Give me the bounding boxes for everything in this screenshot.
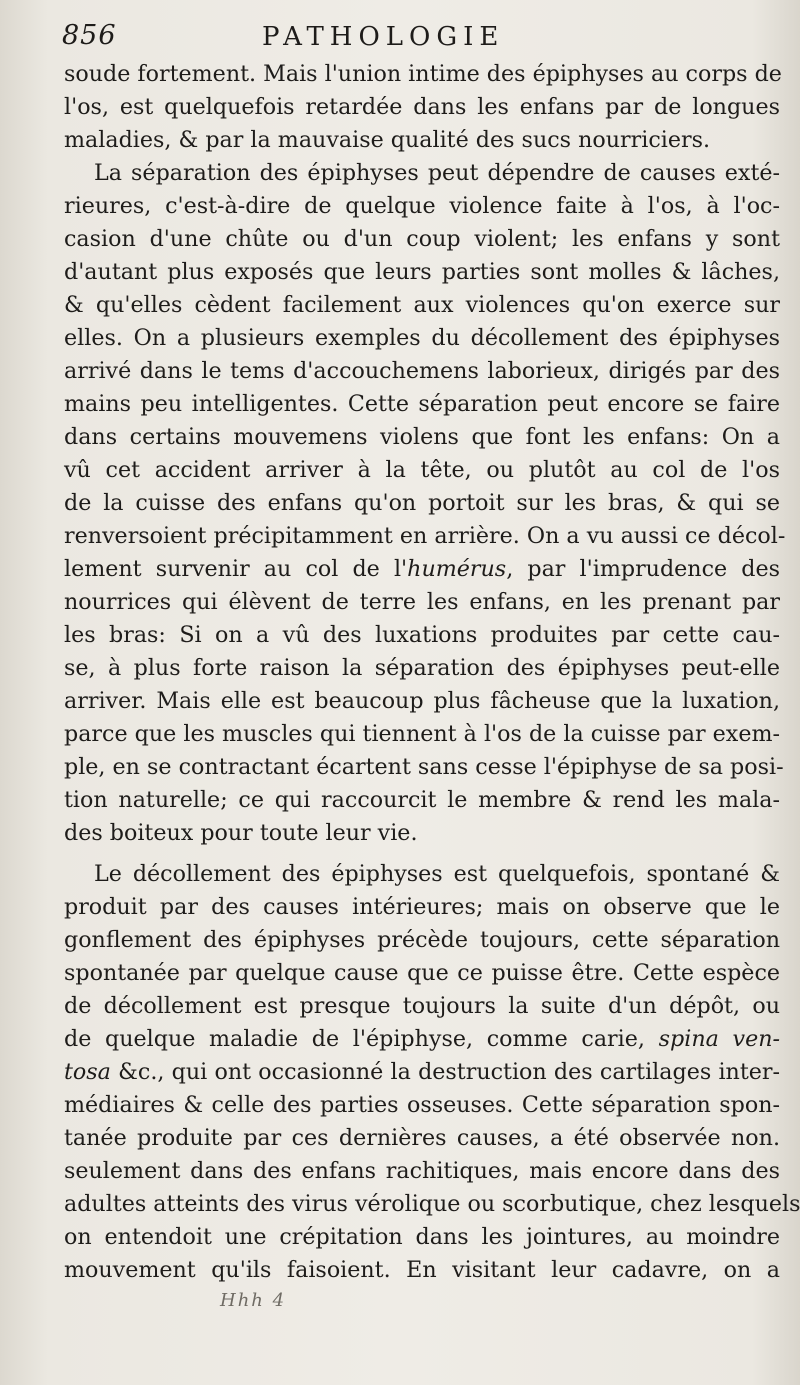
text-line: vû cet accident arriver à la tête, ou plutôt au col de l'os: [64, 457, 780, 483]
text-line: maladies, & par la mauvaise qualité des sucs nourriciers.: [64, 127, 711, 153]
text-line: on entendoit une crépitation dans les jointures, au moindre: [64, 1224, 780, 1250]
text-fragment: , par l'imprudence des: [506, 556, 781, 582]
text-line: Le décollement des épiphyses est quelquefois, spontané &: [94, 861, 780, 887]
text-line: les bras: Si on a vû des luxations produites par cette cau-: [64, 622, 780, 648]
text-line: elles. On a plusieurs exemples du décollement des épiphyses: [64, 325, 780, 351]
italic-term-tosa: tosa: [64, 1059, 111, 1085]
text-line: mouvement qu'ils faisoient. En visitant leur cadavre, on a: [64, 1257, 780, 1283]
text-line: produit par des causes intérieures; mais on observe que le: [64, 894, 780, 920]
text-line: dans certains mouvemens violens que font les enfans: On a: [64, 424, 780, 450]
text-line-spina: [64, 1023, 780, 1056]
text-line: médiaires & celle des parties osseuses. Cette séparation spon-: [64, 1092, 780, 1118]
text-line: de décollement est presque toujours la suite d'un dépôt, ou: [64, 993, 780, 1019]
text-line: casion d'une chûte ou d'un coup violent; les enfans y sont: [64, 226, 780, 252]
text-line: ple, en se contractant écartent sans cesse l'épiphyse de sa posi-: [64, 754, 784, 780]
text-line: de la cuisse des enfans qu'on portoit sur les bras, & qui se: [64, 490, 780, 516]
text-line: & qu'elles cèdent facilement aux violences qu'on exerce sur: [64, 292, 780, 318]
text-line: La séparation des épiphyses peut dépendre de causes exté-: [94, 160, 780, 186]
text-line-humerus: [64, 553, 780, 586]
text-line: des boiteux pour toute leur vie.: [64, 820, 418, 846]
text-line: tion naturelle; ce qui raccourcit le membre & rend les mala-: [64, 787, 780, 813]
text-line-tosa: [64, 1056, 780, 1089]
text-line: l'os, est quelquefois retardée dans les enfans par de longues: [64, 94, 780, 120]
paragraph-2: [64, 157, 786, 850]
signature-mark: Hhh 4: [220, 1290, 287, 1311]
text-line: spontanée par quelque cause que ce puisse être. Cette espèce: [64, 960, 780, 986]
italic-term-spina: spina ven-: [658, 1026, 780, 1052]
text-line: se, à plus forte raison la séparation des épiphyses peut-elle: [64, 655, 780, 681]
paragraph-1: [64, 58, 780, 157]
page-number: 856: [62, 20, 117, 51]
text-line: mains peu intelligentes. Cette séparation peut encore se faire: [64, 391, 780, 417]
text-fragment: de quelque maladie de l'épiphyse, comme carie,: [64, 1026, 645, 1052]
text-line: arriver. Mais elle est beaucoup plus fâcheuse que la luxation,: [64, 688, 780, 714]
text-line: adultes atteints des virus vérolique ou scorbutique, chez lesquels: [64, 1191, 800, 1217]
text-line: nourrices qui élèvent de terre les enfans, en les prenant par: [64, 589, 780, 615]
text-line: soude fortement. Mais l'union intime des épiphyses au corps de: [64, 61, 782, 87]
text-line: parce que les muscles qui tiennent à l'os de la cuisse par exem-: [64, 721, 780, 747]
text-line: d'autant plus exposés que leurs parties sont molles & lâches,: [64, 259, 780, 285]
text-fragment: &c., qui ont occasionné la destruction des cartilages inter-: [118, 1059, 780, 1085]
text-line: tanée produite par ces dernières causes, a été observée non.: [64, 1125, 780, 1151]
text-line: renversoient précipitamment en arrière. On a vu aussi ce décol-: [64, 523, 786, 549]
page-header: [62, 20, 770, 54]
text-line: seulement dans des enfans rachitiques, mais encore dans des: [64, 1158, 780, 1184]
paragraph-3: [64, 858, 800, 1287]
italic-term-humerus: humérus: [407, 556, 507, 582]
running-title: PATHOLOGIE: [262, 22, 505, 52]
body-text: [64, 58, 800, 1287]
text-line: arrivé dans le tems d'accouchemens laborieux, dirigés par des: [64, 358, 780, 384]
text-line: rieures, c'est-à-dire de quelque violence faite à l'os, à l'oc-: [64, 193, 780, 219]
text-fragment: lement survenir au col de l': [64, 556, 408, 582]
text-line: gonflement des épiphyses précède toujours, cette séparation: [64, 927, 780, 953]
